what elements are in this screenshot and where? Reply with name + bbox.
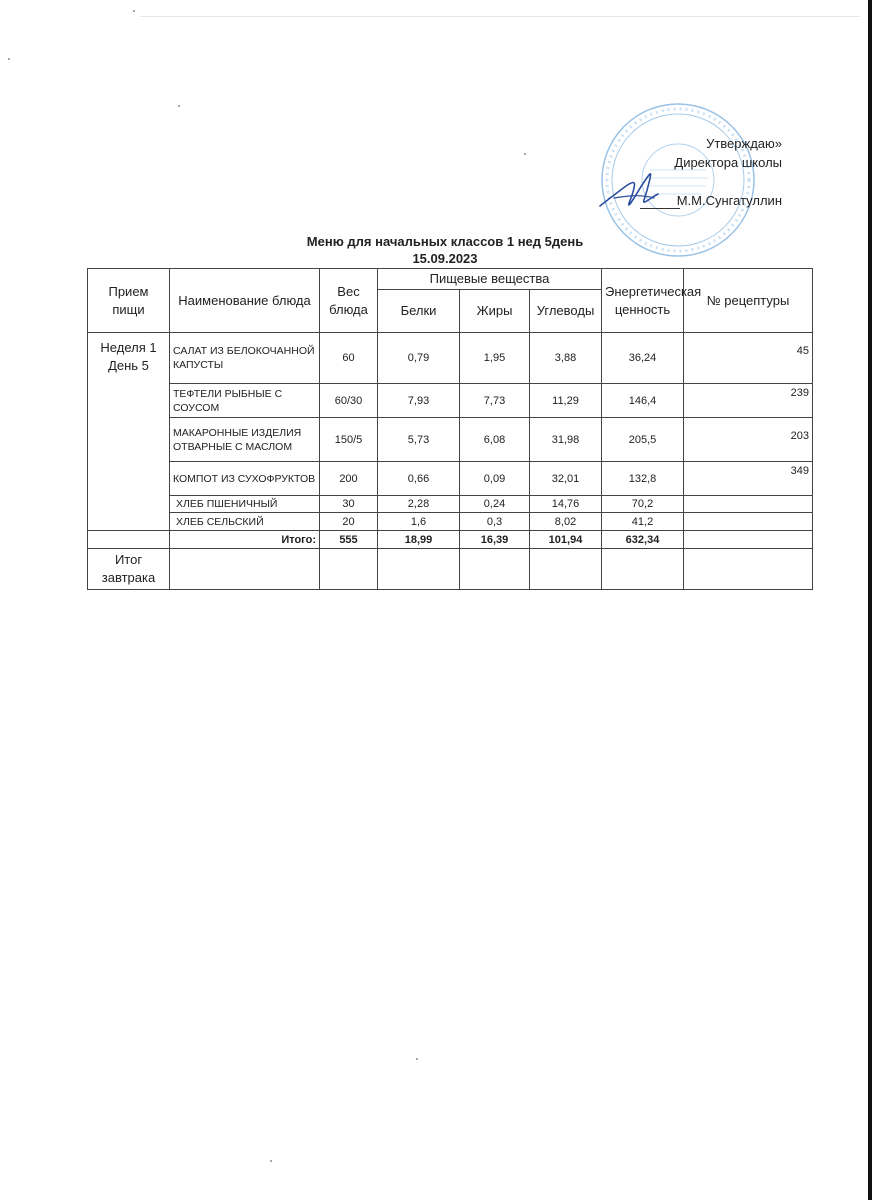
table-row [88, 418, 813, 462]
dish-recipe [684, 496, 813, 513]
scan-speck [133, 10, 135, 12]
dish-fat: 0,24 [460, 496, 530, 513]
approval-position: Директора школы [674, 155, 782, 170]
dish-energy: 70,2 [602, 496, 684, 513]
scan-speck [416, 1058, 418, 1060]
title-line: Меню для начальных классов 1 нед 5день [306, 234, 584, 249]
total-row [88, 531, 813, 549]
dish-fat: 6,08 [460, 418, 530, 462]
table-row [88, 513, 813, 531]
total-label: Итого: [170, 531, 320, 549]
dish-carbs: 31,98 [530, 418, 602, 462]
scan-artifact-top-line [140, 16, 860, 17]
header-energy: Энергетическая ценность [602, 269, 684, 333]
approval-name: М.М.Сунгатуллин [676, 193, 782, 208]
dish-fat: 0,09 [460, 462, 530, 496]
dish-recipe: 203 [684, 418, 813, 462]
dish-weight: 20 [320, 513, 378, 531]
dish-carbs: 3,88 [530, 333, 602, 384]
dish-recipe: 239 [684, 384, 813, 418]
approval-line: Утверждаю» [706, 136, 782, 151]
dish-weight: 60 [320, 333, 378, 384]
header-dish: Наименование блюда [170, 269, 320, 333]
dish-protein: 7,93 [378, 384, 460, 418]
total-fat: 16,39 [460, 531, 530, 549]
scan-speck [270, 1160, 272, 1162]
document-title [250, 233, 640, 267]
dish-protein: 2,28 [378, 496, 460, 513]
dish-energy: 146,4 [602, 384, 684, 418]
dish-protein: 1,6 [378, 513, 460, 531]
table-row [88, 462, 813, 496]
scan-speck [178, 105, 180, 107]
total-carbs: 101,94 [530, 531, 602, 549]
dish-recipe: 349 [684, 462, 813, 496]
dish-fat: 1,95 [460, 333, 530, 384]
meal-label: Неделя 1 День 5 [88, 333, 170, 531]
empty-cell [460, 549, 530, 590]
dish-protein: 5,73 [378, 418, 460, 462]
dish-name: САЛАТ ИЗ БЕЛОКОЧАННОЙ КАПУСТЫ [170, 333, 320, 384]
header-protein: Белки [378, 290, 460, 333]
empty-cell [378, 549, 460, 590]
header-meal: Прием пищи [88, 269, 170, 333]
dish-energy: 36,24 [602, 333, 684, 384]
signature-line [640, 208, 680, 209]
empty-cell [684, 549, 813, 590]
dish-carbs: 14,76 [530, 496, 602, 513]
header-carbs: Углеводы [530, 290, 602, 333]
scan-speck [8, 58, 10, 60]
dish-fat: 7,73 [460, 384, 530, 418]
dish-name: ТЕФТЕЛИ РЫБНЫЕ С СОУСОМ [170, 384, 320, 418]
header-weight: Вес блюда [320, 269, 378, 333]
dish-name: МАКАРОННЫЕ ИЗДЕЛИЯ ОТВАРНЫЕ С МАСЛОМ [170, 418, 320, 462]
table-row [88, 384, 813, 418]
dish-protein: 0,79 [378, 333, 460, 384]
dish-energy: 41,2 [602, 513, 684, 531]
total-protein: 18,99 [378, 531, 460, 549]
dish-weight: 60/30 [320, 384, 378, 418]
header-row [88, 269, 813, 290]
empty-cell [320, 549, 378, 590]
table-row [88, 496, 813, 513]
dish-weight: 200 [320, 462, 378, 496]
menu-table [87, 268, 813, 590]
total-energy: 632,34 [602, 531, 684, 549]
dish-protein: 0,66 [378, 462, 460, 496]
dish-carbs: 8,02 [530, 513, 602, 531]
table-row [88, 333, 813, 384]
total-empty-cell [88, 531, 170, 549]
header-fat: Жиры [460, 290, 530, 333]
dish-weight: 150/5 [320, 418, 378, 462]
dish-recipe: 45 [684, 333, 813, 384]
dish-name: КОМПОТ ИЗ СУХОФРУКТОВ [170, 462, 320, 496]
header-nutrients: Пищевые вещества [378, 269, 602, 290]
dish-recipe [684, 513, 813, 531]
total-weight: 555 [320, 531, 378, 549]
empty-cell [530, 549, 602, 590]
dish-weight: 30 [320, 496, 378, 513]
footer-label: Итог завтрака [88, 549, 170, 590]
dish-name: ХЛЕБ СЕЛЬСКИЙ [170, 513, 320, 531]
scan-speck [524, 153, 526, 155]
approval-block [600, 130, 790, 220]
dish-carbs: 11,29 [530, 384, 602, 418]
dish-carbs: 32,01 [530, 462, 602, 496]
scan-artifact-right-edge [868, 0, 872, 1200]
footer-row [88, 549, 813, 590]
total-recipe-cell [684, 531, 813, 549]
dish-name: ХЛЕБ ПШЕНИЧНЫЙ [170, 496, 320, 513]
dish-fat: 0,3 [460, 513, 530, 531]
title-date: 15.09.2023 [412, 251, 478, 266]
dish-energy: 132,8 [602, 462, 684, 496]
dish-energy: 205,5 [602, 418, 684, 462]
empty-cell [602, 549, 684, 590]
empty-cell [170, 549, 320, 590]
header-recipe: № рецептуры [684, 269, 813, 333]
